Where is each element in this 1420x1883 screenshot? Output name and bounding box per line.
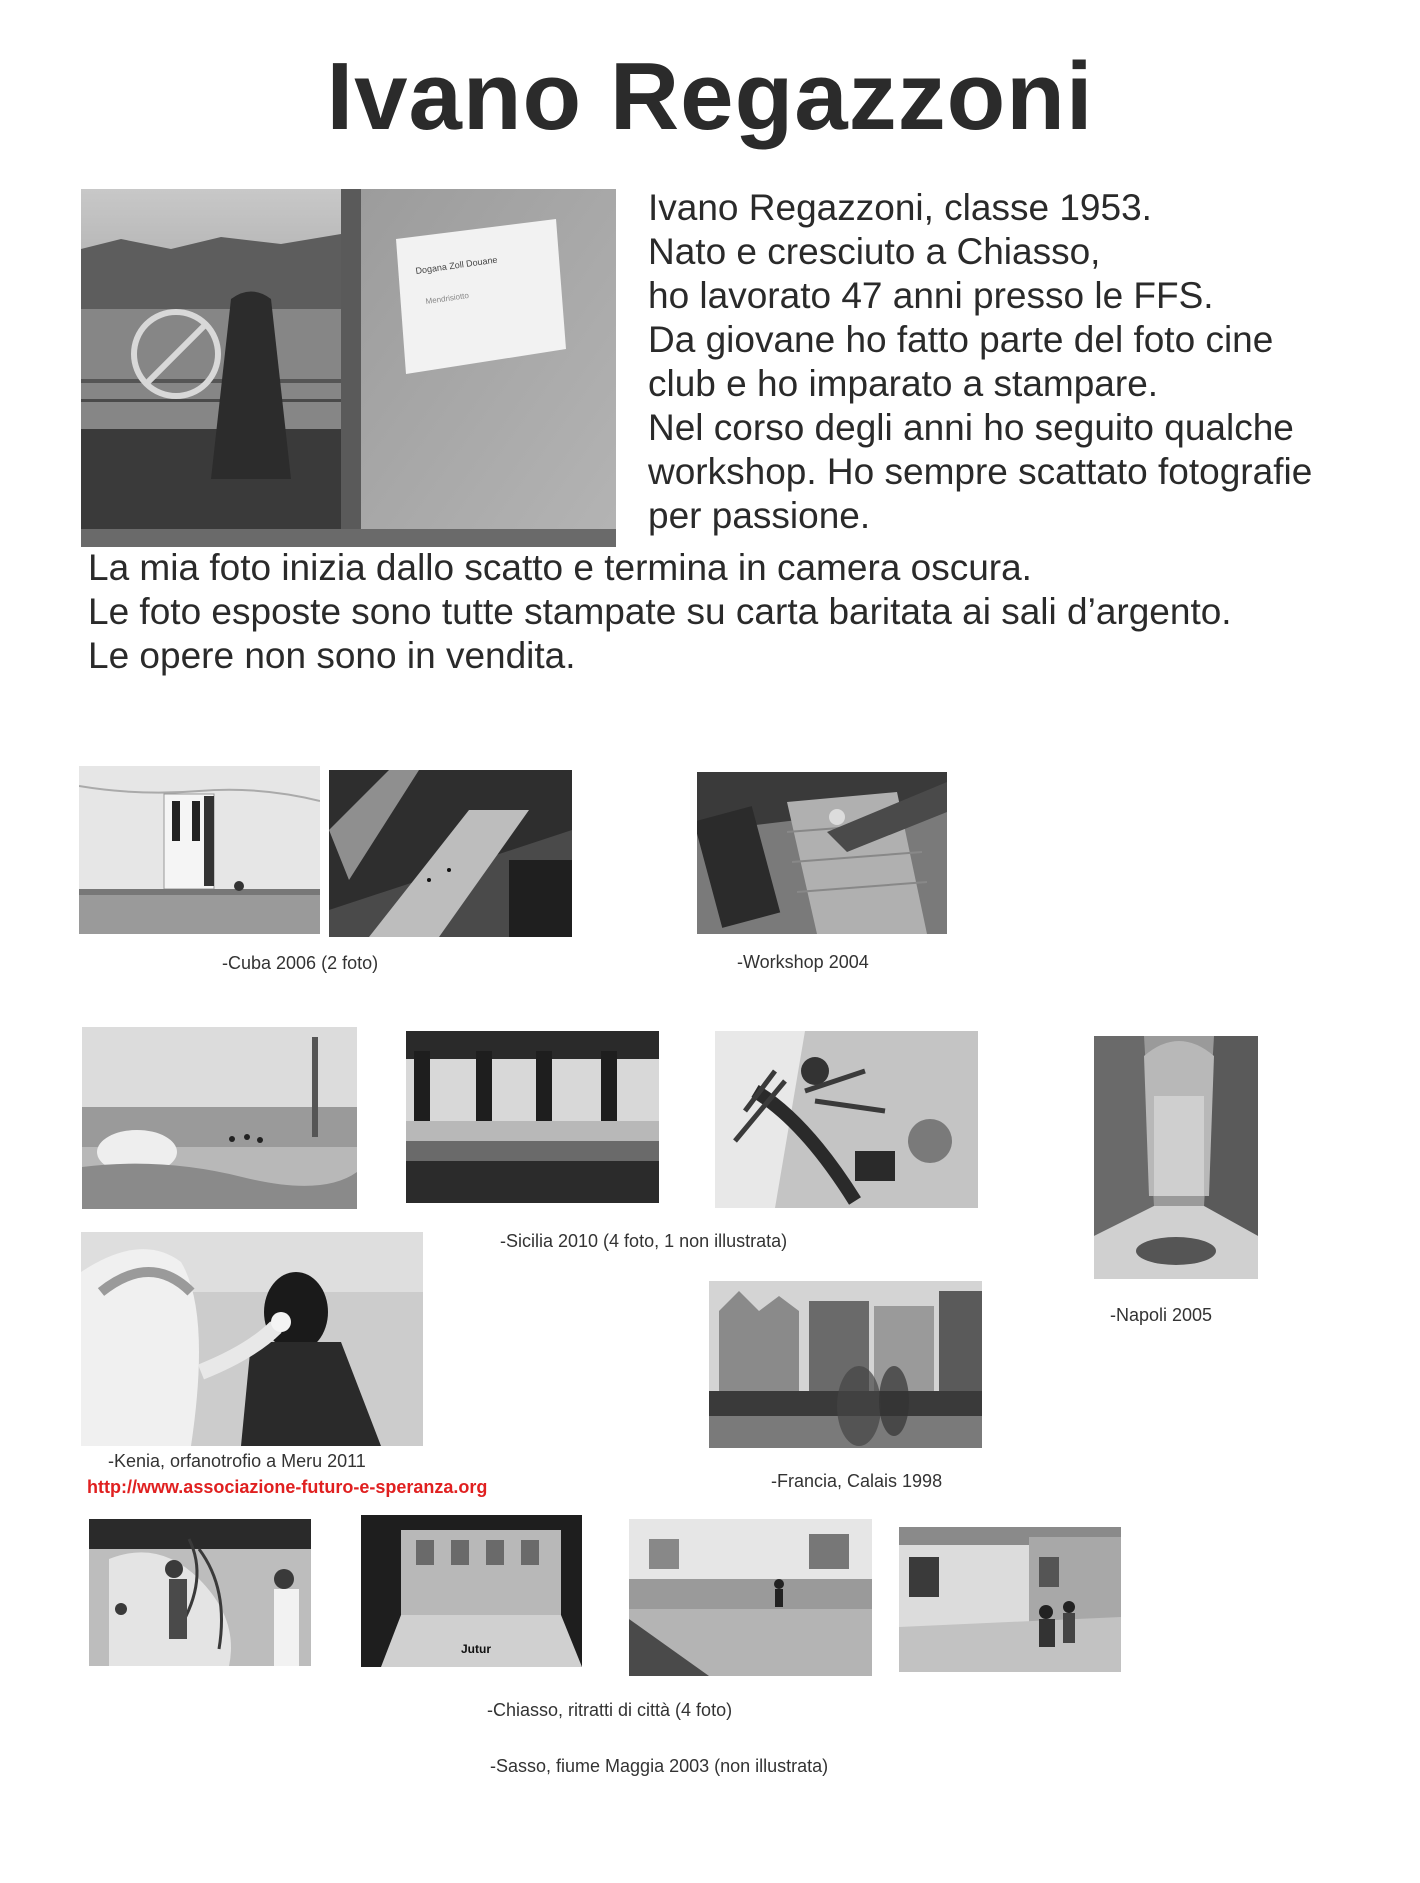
caption-francia: -Francia, Calais 1998 bbox=[771, 1471, 943, 1491]
caption-sicilia: -Sicilia 2010 (4 foto, 1 non illustrata) bbox=[500, 1231, 788, 1251]
statement-line: Le foto esposte sono tutte stampate su carta baritata ai sali d’argento. bbox=[88, 591, 1232, 632]
photo-chiasso-4 bbox=[899, 1527, 1121, 1672]
bio-line: ho lavorato 47 anni presso le FFS. bbox=[648, 275, 1214, 316]
kenia-link[interactable]: http://www.associazione-futuro-e-speranza.org bbox=[87, 1477, 488, 1497]
caption-chiasso: -Chiasso, ritratti di città (4 foto) bbox=[487, 1700, 733, 1720]
bio-line: Nato e cresciuto a Chiasso, bbox=[648, 231, 1101, 272]
caption-cuba: -Cuba 2006 (2 foto) bbox=[222, 953, 379, 973]
caption-kenia: -Kenia, orfanotrofio a Meru 2011 bbox=[108, 1451, 366, 1471]
photo-cuba-1 bbox=[79, 766, 320, 934]
bio-line: Da giovane ho fatto parte del foto cine bbox=[648, 319, 1274, 360]
page-title: Ivano Regazzoni bbox=[326, 43, 1094, 150]
caption-sasso: -Sasso, fiume Maggia 2003 (non illustrata) bbox=[490, 1756, 829, 1776]
bio-line: Ivano Regazzoni, classe 1953. bbox=[648, 187, 1152, 228]
bio-line: workshop. Ho sempre scattato fotografie bbox=[648, 451, 1313, 492]
chiasso-sign-text: Jutur bbox=[461, 1642, 491, 1656]
photo-chiasso-3 bbox=[629, 1519, 872, 1676]
statement-line: La mia foto inizia dallo scatto e termina in camera oscura. bbox=[88, 547, 1032, 588]
portrait-sign-line2: Mendrisiotto bbox=[425, 291, 470, 306]
bio-text bbox=[648, 186, 1388, 538]
portrait-sign-line1: Dogana Zoll Douane bbox=[414, 254, 499, 276]
bio-line: Nel corso degli anni ho seguito qualche bbox=[648, 407, 1294, 448]
caption-workshop: -Workshop 2004 bbox=[737, 952, 869, 972]
photo-sicilia-3 bbox=[715, 1031, 978, 1208]
photo-francia bbox=[709, 1281, 982, 1448]
artist-statement bbox=[88, 546, 1388, 678]
portrait-photo bbox=[81, 189, 616, 547]
caption-napoli: -Napoli 2005 bbox=[1110, 1305, 1213, 1325]
photo-kenia bbox=[81, 1232, 423, 1446]
photo-cuba-2 bbox=[329, 770, 572, 937]
photo-workshop bbox=[697, 772, 947, 934]
bio-line: per passione. bbox=[648, 495, 871, 536]
photo-sicilia-1 bbox=[82, 1027, 357, 1209]
photo-sicilia-2 bbox=[406, 1031, 659, 1203]
photo-napoli bbox=[1094, 1036, 1258, 1279]
bio-line: club e ho imparato a stampare. bbox=[648, 363, 1159, 404]
photo-chiasso-2 bbox=[361, 1515, 582, 1667]
photo-chiasso-1 bbox=[89, 1519, 311, 1666]
statement-line: Le opere non sono in vendita. bbox=[88, 635, 576, 676]
